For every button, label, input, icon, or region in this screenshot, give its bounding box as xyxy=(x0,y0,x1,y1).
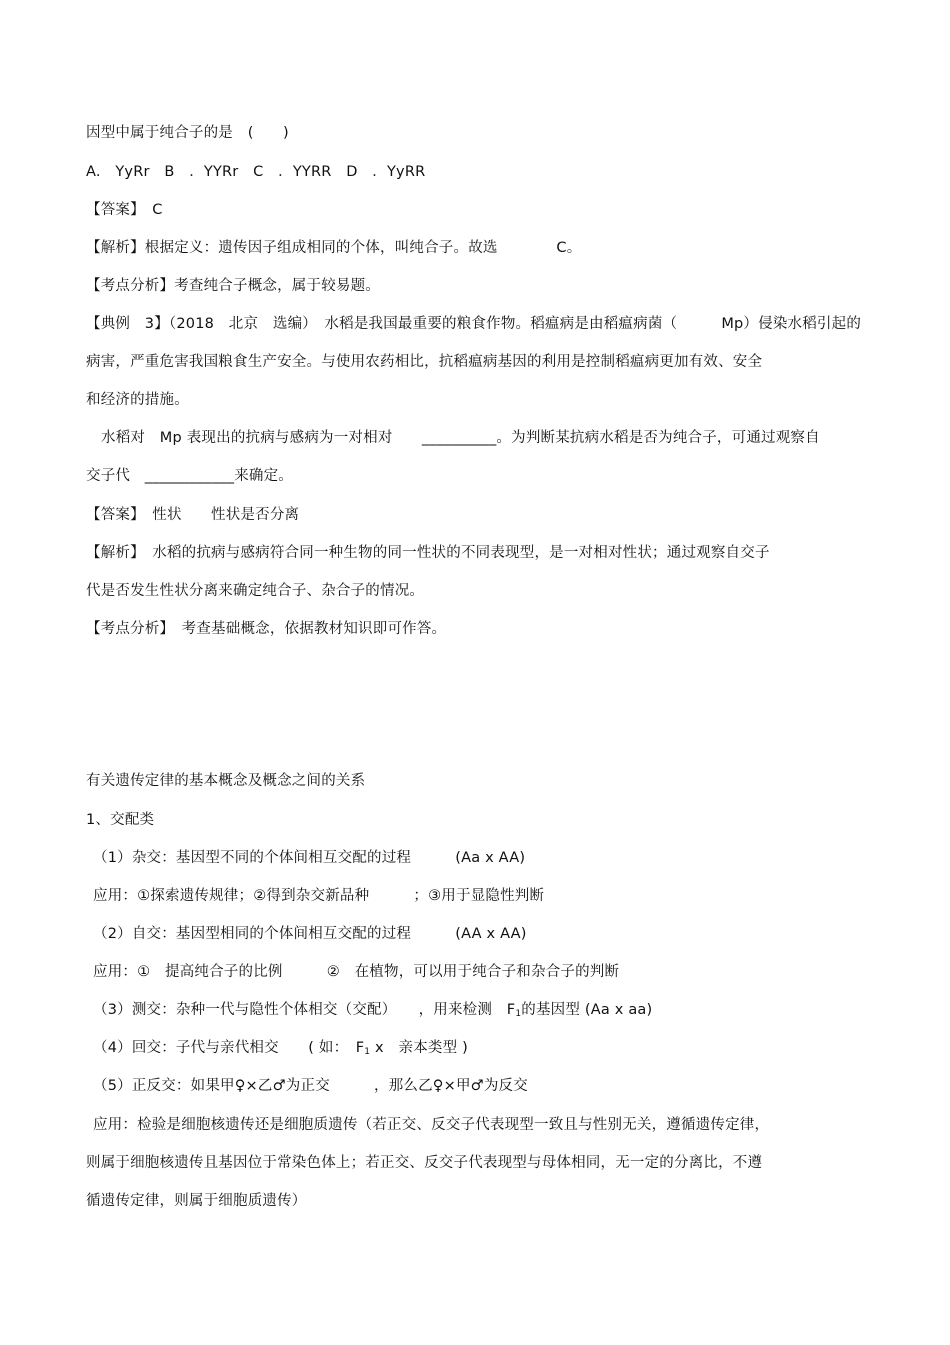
point-analysis-1: 【考点分析】考查纯合子概念，属于较易题。 xyxy=(86,278,380,294)
hybridization-application: 应用：①探索遗传规律；②得到杂交新品种 ；③用于显隐性判断 xyxy=(93,888,545,904)
section-title: 有关遗传定律的基本概念及概念之间的关系 xyxy=(86,773,366,789)
testcross-item xyxy=(93,1000,652,1024)
example-3-line-1: 【典例 3】（2018 北京 选编） 水稻是我国最重要的粮食作物。稻瘟病是由稻瘟病菌（ Mp）侵染水稻引起的 xyxy=(86,316,862,332)
analysis-2-line-2: 代是否发生性状分离来确定纯合子、杂合子的情况。 xyxy=(86,583,425,599)
backcross-text-before: （4）回交：子代与亲代相交 ( 如： F xyxy=(93,1040,365,1056)
hybridization-item: （1）杂交：基因型不同的个体间相互交配的过程 (Aa x AA) xyxy=(93,850,526,866)
point-analysis-2: 【考点分析】 考查基础概念，依据教材知识即可作答。 xyxy=(86,621,447,637)
backcross-item xyxy=(93,1038,468,1062)
testcross-text-before: （3）测交：杂种一代与隐性个体相交（交配） ，用来检测 F xyxy=(93,1002,516,1018)
reciprocal-application-line-3: 循遗传定律，则属于细胞质遗传） xyxy=(86,1193,307,1209)
answer-options: A. YyRr B ．YYRr C ．YYRR D ．YyRR xyxy=(86,164,426,180)
example-3-question-2: 交子代 ____________来确定。 xyxy=(86,468,293,484)
example-3-line-3: 和经济的措施。 xyxy=(86,392,189,408)
backcross-subscript: 1 xyxy=(364,1047,371,1057)
selfing-item: （2）自交：基因型相同的个体间相互交配的过程 (AA x AA) xyxy=(93,926,527,942)
example-3-question-1: 水稻对 Mp 表现出的抗病与感病为一对相对 __________。为判断某抗病水稻是否为纯合子，可通过观察自 xyxy=(101,430,820,446)
selfing-application: 应用：① 提高纯合子的比例 ② 在植物，可以用于纯合子和杂合子的判断 xyxy=(93,964,620,980)
question-tail: 因型中属于纯合子的是 ( ) xyxy=(86,125,289,141)
reciprocal-application-line-1: 应用：检验是细胞核遗传还是细胞质遗传（若正交、反交子代表现型一致且与性别无关，遵循遗传定律， xyxy=(93,1117,770,1133)
testcross-subscript: 1 xyxy=(515,1009,522,1019)
analysis-2-line-1: 【解析】 水稻的抗病与感病符合同一种生物的同一性状的不同表现型，是一对相对性状；通过观察自交子 xyxy=(86,545,770,561)
testcross-text-after: 的基因型 (Aa x aa) xyxy=(521,1002,653,1018)
backcross-text-after: x 亲本类型 ) xyxy=(370,1040,468,1056)
reciprocal-application-line-2: 则属于细胞核遗传且基因位于常染色体上；若正交、反交子代表现型与母体相同，无一定的分离比，不遵 xyxy=(86,1155,763,1171)
example-3-line-2: 病害，严重危害我国粮食生产安全。与使用农药相比，抗稻瘟病基因的利用是控制稻瘟病更加有效、安全 xyxy=(86,354,763,370)
section-1-heading: 1、交配类 xyxy=(86,812,155,828)
answer-1: 【答案】 C xyxy=(86,202,163,218)
answer-2: 【答案】 性状 性状是否分离 xyxy=(86,507,300,523)
reciprocal-cross-item: （5）正反交：如果甲♀×乙♂为正交 ，那么乙♀×甲♂为反交 xyxy=(93,1078,528,1094)
analysis-1: 【解析】根据定义：遗传因子组成相同的个体，叫纯合子。故选 C。 xyxy=(86,240,582,256)
